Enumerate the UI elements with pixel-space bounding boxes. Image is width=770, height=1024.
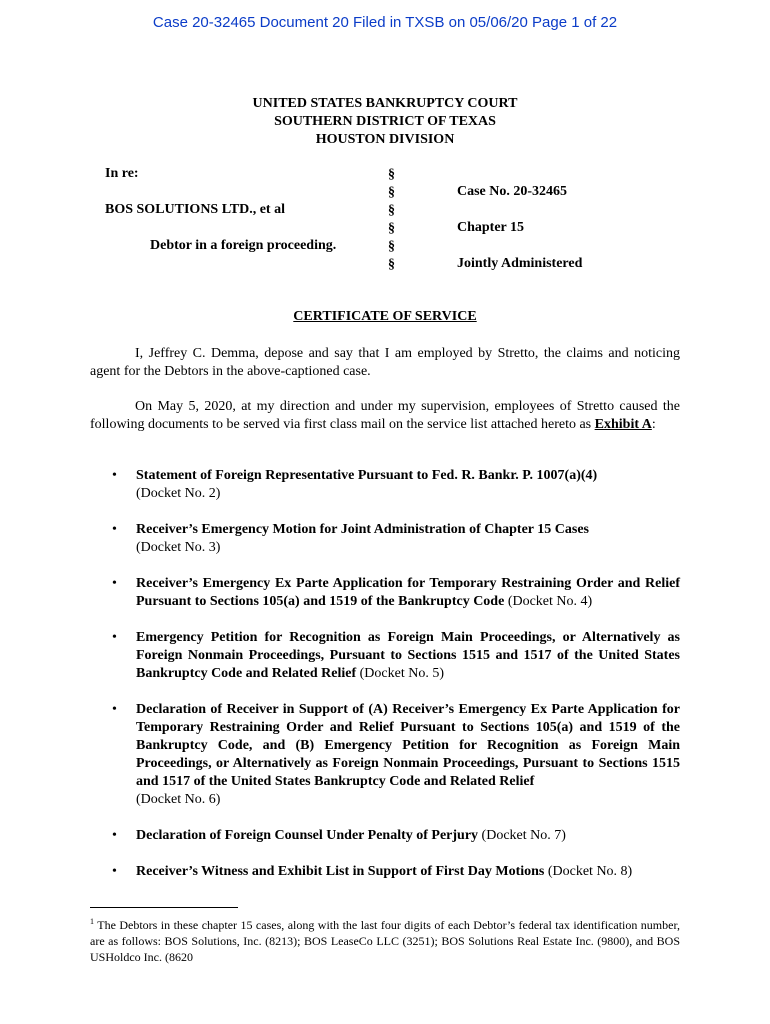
debtor-name: BOS SOLUTIONS LTD., et al	[105, 202, 285, 217]
bullet-icon: •	[112, 702, 117, 717]
paragraph-declarant-text: I, Jeffrey C. Demma, depose and say that I am employed by Stretto, the claims and noticing agent for the Debtors in the above-captioned case.	[90, 346, 680, 379]
court-name: UNITED STATES BANKRUPTCY COURT	[252, 96, 518, 111]
docket-number: (Docket No. 7)	[481, 828, 566, 843]
certificate-title: CERTIFICATE OF SERVICE	[293, 309, 477, 324]
administration-label: Jointly Administered	[457, 256, 583, 271]
docket-number: (Docket No. 6)	[136, 792, 221, 807]
section-mark: §	[388, 221, 395, 236]
bullet-icon: •	[112, 522, 117, 537]
exhibit-a-reference: Exhibit A	[594, 417, 652, 432]
paragraph-service	[90, 398, 680, 434]
bullet-icon: •	[112, 630, 117, 645]
list-item	[90, 521, 680, 557]
footnote-mark: 1	[90, 917, 94, 926]
document-title: Emergency Petition for Recognition as Foreign Main Proceedings, or Alternatively as Foreign Nonmain Proceedings, Pursuant to Sections 1515 and 1517 of the United States Bankruptcy Code and Related Relief	[136, 630, 680, 681]
docket-number: (Docket No. 8)	[547, 864, 633, 879]
list-item	[90, 701, 680, 809]
court-heading	[0, 95, 770, 149]
document-title: Statement of Foreign Representative Pursuant to Fed. R. Bankr. P. 1007(a)(4)	[136, 468, 598, 483]
section-mark: §	[388, 239, 395, 254]
docket-number: (Docket No. 4)	[507, 594, 593, 609]
section-marks-column	[388, 166, 395, 274]
court-division: HOUSTON DIVISION	[315, 132, 455, 147]
bullet-icon: •	[112, 576, 117, 591]
document-title: Receiver’s Emergency Ex Parte Application for Temporary Restraining Order and Relief Pursuant to Sections 105(a) and 1519 of the Bankruptcy Code	[136, 576, 680, 609]
docket-number: (Docket No. 3)	[136, 540, 221, 555]
footnote-divider	[90, 907, 238, 908]
list-item	[90, 827, 680, 845]
document-title: Receiver’s Witness and Exhibit List in Support of First Day Motions	[136, 864, 545, 879]
case-number: Case No. 20-32465	[457, 184, 568, 199]
bullet-icon: •	[112, 468, 117, 483]
docket-number: (Docket No. 2)	[136, 486, 221, 501]
section-mark: §	[388, 185, 395, 200]
section-mark: §	[388, 167, 395, 182]
debtor-description: Debtor in a foreign proceeding.	[150, 238, 337, 253]
section-mark: §	[388, 257, 395, 272]
list-item	[90, 863, 680, 881]
served-documents-list	[90, 467, 680, 899]
paragraph-service-end: :	[651, 417, 656, 432]
footnote-text: The Debtors in these chapter 15 cases, along with the last four digits of each Debtor’s federal tax identification number, are as follows: BOS Solutions, Inc. (8213); BOS LeaseCo LLC (3251); BOS Solutions Real Estate Inc. (9800), and BOS USHoldco Inc. (8620	[90, 918, 680, 964]
document-title: Receiver’s Emergency Motion for Joint Administration of Chapter 15 Cases	[136, 522, 589, 537]
list-item	[90, 629, 680, 683]
section-mark: §	[388, 203, 395, 218]
bullet-icon: •	[112, 864, 117, 879]
chapter-label: Chapter 15	[457, 220, 525, 235]
bullet-icon: •	[112, 828, 117, 843]
footnote	[90, 914, 680, 965]
in-re-label: In re:	[105, 166, 139, 181]
docket-number: (Docket No. 5)	[359, 666, 444, 681]
court-district: SOUTHERN DISTRICT OF TEXAS	[274, 114, 496, 129]
paragraph-declarant	[90, 345, 680, 381]
document-title: Declaration of Receiver in Support of (A) Receiver’s Emergency Ex Parte Application for Temporary Restraining Order and Relief Pursuant to Sections 105(a) and 1519 of the Bankruptcy Code, and (B) Emergency Petition for Recognition as Foreign Main Proceedings, or Alternatively as Foreign Nonmain Proceedings, Pursuant to Sections 1515 and 1517 of the United States Bankruptcy Code and Related Relief	[136, 702, 680, 789]
paragraph-service-text: On May 5, 2020, at my direction and under my supervision, employees of Stretto caused the following documents to be served via first class mail on the service list attached hereto as	[90, 399, 680, 432]
list-item	[90, 467, 680, 503]
document-title: Declaration of Foreign Counsel Under Penalty of Perjury	[136, 828, 479, 843]
filing-stamp-header: Case 20-32465 Document 20 Filed in TXSB on 05/06/20 Page 1 of 22	[152, 14, 618, 31]
list-item	[90, 575, 680, 611]
